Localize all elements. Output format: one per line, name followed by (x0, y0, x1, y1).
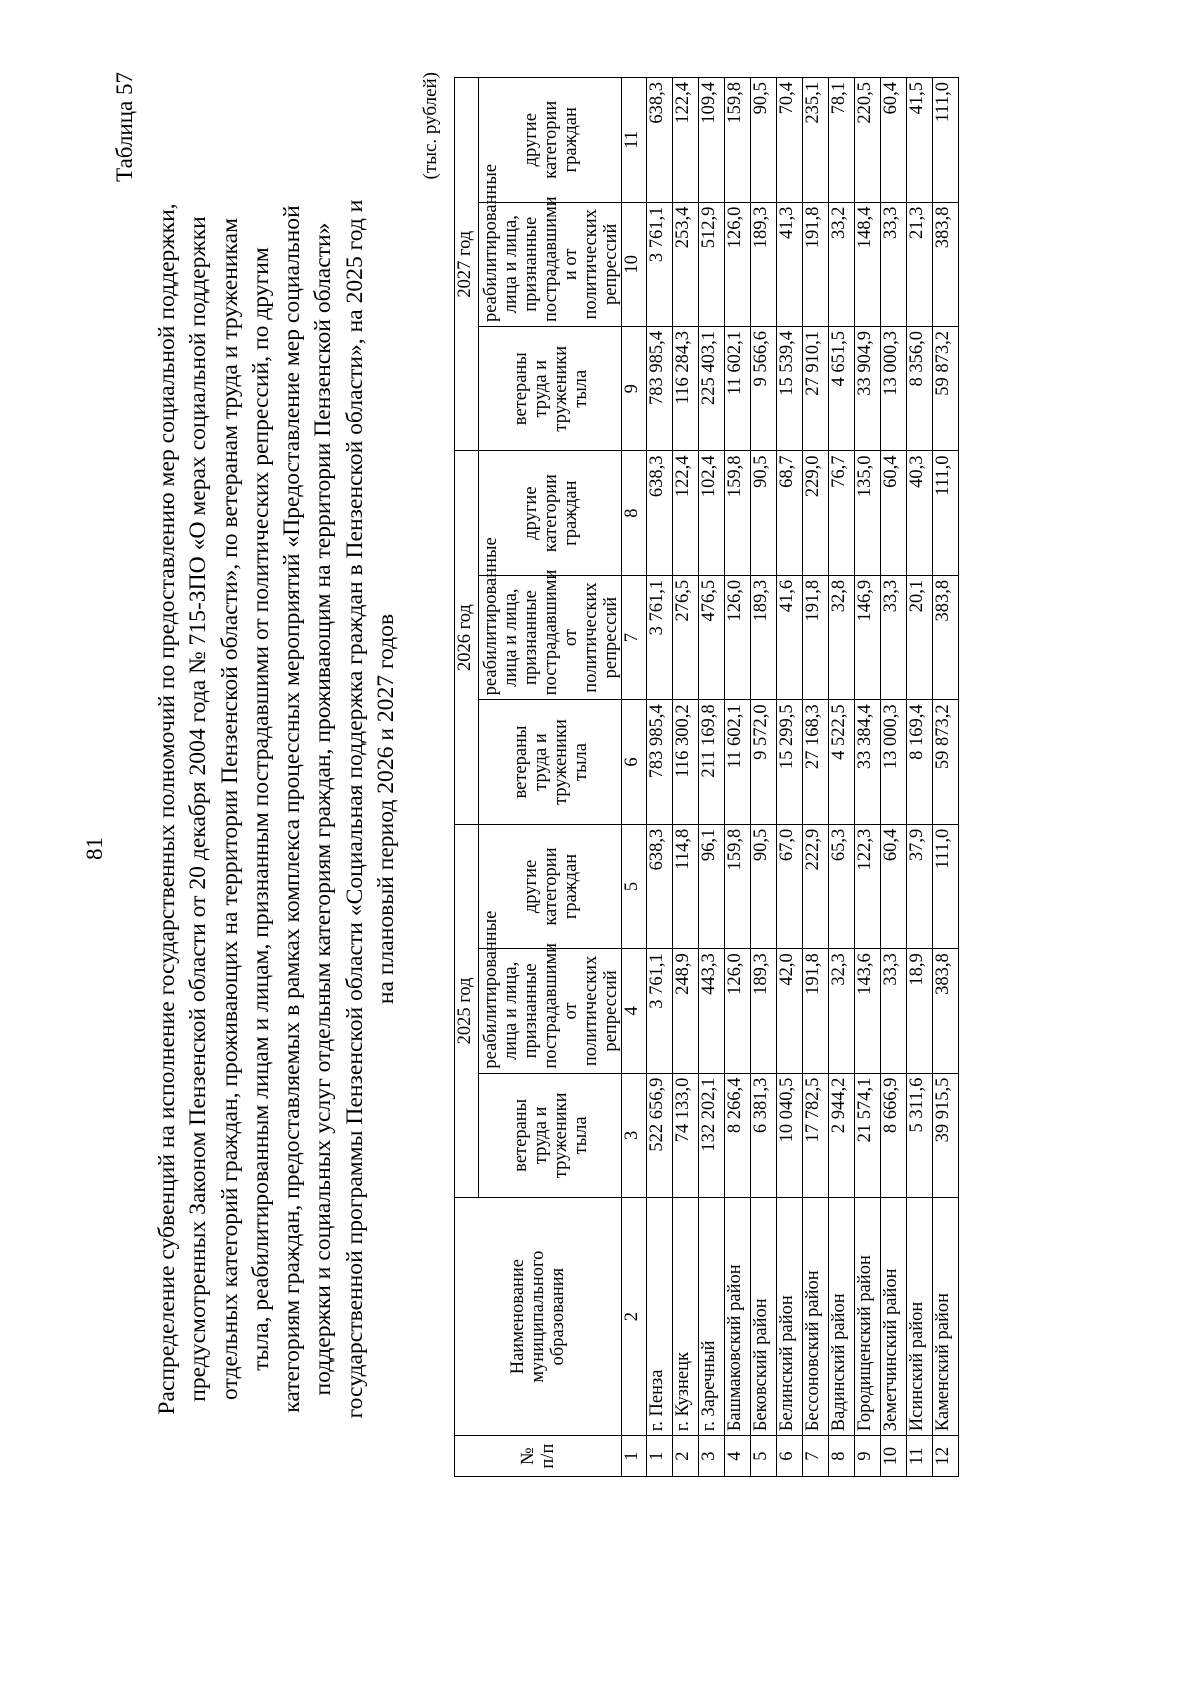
value-cell: 235,1 (803, 78, 829, 203)
value-cell: 41,5 (907, 78, 933, 203)
value-cell: 90,5 (751, 824, 777, 948)
value-cell: 220,5 (855, 78, 881, 203)
column-number: 3 (622, 1073, 647, 1197)
column-number: 11 (622, 78, 647, 203)
value-cell: 9 572,0 (751, 700, 777, 824)
title-line: государственной программы Пензенской области «Социальная поддержка граждан в Пензенской области», на 2025 год и (341, 199, 368, 1419)
municipality-name: Исинский район (907, 1198, 933, 1436)
row-number: 10 (881, 1436, 907, 1477)
value-cell: 783 985,4 (647, 700, 673, 824)
value-cell: 253,4 (673, 202, 699, 326)
municipality-name: Вадинский район (829, 1198, 855, 1436)
value-cell: 189,3 (751, 949, 777, 1073)
column-number: 1 (622, 1436, 647, 1477)
table-row (699, 78, 725, 1477)
title-line: Распределение субвенций на исполнение государственных полномочий по предоставлению мер социальной поддержки, (154, 203, 180, 1415)
title-line: поддержки и социальных услуг отдельным категориям граждан, проживающим на территории Пензенской области» (310, 222, 337, 1396)
value-cell: 8 356,0 (907, 327, 933, 451)
header-veterans: ветераны труда и труженики тыла (479, 700, 622, 824)
municipality-name: Городищенский район (855, 1198, 881, 1436)
value-cell: 248,9 (673, 949, 699, 1073)
value-cell: 383,8 (933, 949, 959, 1073)
value-cell: 8 169,4 (907, 700, 933, 824)
value-cell: 191,8 (803, 575, 829, 699)
value-cell: 211 169,8 (699, 700, 725, 824)
value-cell: 33,3 (881, 202, 907, 326)
value-cell: 60,4 (881, 78, 907, 203)
value-cell: 33 904,9 (855, 327, 881, 451)
value-cell: 109,4 (699, 78, 725, 203)
value-cell: 4 651,5 (829, 327, 855, 451)
value-cell: 3 761,1 (647, 202, 673, 326)
value-cell: 78,1 (829, 78, 855, 203)
value-cell: 17 782,5 (803, 1073, 829, 1197)
table-row (803, 78, 829, 1477)
units-label: (тыс. рублей) (420, 72, 441, 180)
value-cell: 59 873,2 (933, 327, 959, 451)
table-row (907, 78, 933, 1477)
header-year-2025: 2025 год (455, 824, 479, 1197)
value-cell: 189,3 (751, 202, 777, 326)
value-cell: 5 311,6 (907, 1073, 933, 1197)
subsidy-table (454, 77, 959, 1477)
table-row (881, 78, 907, 1477)
column-number: 10 (622, 202, 647, 326)
column-number: 4 (622, 949, 647, 1073)
value-cell: 42,0 (777, 949, 803, 1073)
value-cell: 116 300,2 (673, 700, 699, 824)
value-cell: 159,8 (725, 451, 751, 575)
value-cell: 11 602,1 (725, 700, 751, 824)
value-cell: 15 539,4 (777, 327, 803, 451)
value-cell: 126,0 (725, 949, 751, 1073)
municipality-name: Бековский район (751, 1198, 777, 1436)
row-number: 1 (647, 1436, 673, 1477)
value-cell: 111,0 (933, 78, 959, 203)
value-cell: 126,0 (725, 202, 751, 326)
value-cell: 522 656,9 (647, 1073, 673, 1197)
value-cell: 13 000,3 (881, 700, 907, 824)
value-cell: 59 873,2 (933, 700, 959, 824)
value-cell: 276,5 (673, 575, 699, 699)
value-cell: 111,0 (933, 824, 959, 948)
value-cell: 33,3 (881, 949, 907, 1073)
column-number: 2 (622, 1198, 647, 1436)
value-cell: 32,8 (829, 575, 855, 699)
page-number: 81 (82, 837, 107, 860)
header-rehab: реабилитированные лица и лица, признанные пострадавшими от политических репрессий (479, 575, 622, 699)
value-cell: 148,4 (855, 202, 881, 326)
table-row (829, 78, 855, 1477)
row-number: 6 (777, 1436, 803, 1477)
value-cell: 2 944,2 (829, 1073, 855, 1197)
value-cell: 9 566,6 (751, 327, 777, 451)
value-cell: 13 000,3 (881, 327, 907, 451)
value-cell: 65,3 (829, 824, 855, 948)
value-cell: 122,4 (673, 78, 699, 203)
value-cell: 116 284,3 (673, 327, 699, 451)
value-cell: 60,4 (881, 824, 907, 948)
table-row (725, 78, 751, 1477)
value-cell: 638,3 (647, 824, 673, 948)
value-cell: 191,8 (803, 202, 829, 326)
municipality-name: Бессоновский район (803, 1198, 829, 1436)
title-line: категориям граждан, предоставляемых в рамках комплекса процессных мероприятий «Предоставление мер социальной (279, 205, 306, 1413)
row-number: 9 (855, 1436, 881, 1477)
header-municipality: Наименование муниципального образования (455, 1198, 622, 1436)
column-number: 8 (622, 451, 647, 575)
value-cell: 476,5 (699, 575, 725, 699)
table-title (152, 179, 402, 1439)
value-cell: 74 133,0 (673, 1073, 699, 1197)
value-cell: 189,3 (751, 575, 777, 699)
row-number: 2 (673, 1436, 699, 1477)
value-cell: 33,3 (881, 575, 907, 699)
table-row (751, 78, 777, 1477)
value-cell: 76,7 (829, 451, 855, 575)
table-row (777, 78, 803, 1477)
municipality-name: Земетчинский район (881, 1198, 907, 1436)
value-cell: 783 985,4 (647, 327, 673, 451)
value-cell: 41,3 (777, 202, 803, 326)
column-number: 9 (622, 327, 647, 451)
value-cell: 122,4 (673, 451, 699, 575)
row-number: 7 (803, 1436, 829, 1477)
municipality-name: г. Заречный (699, 1198, 725, 1436)
header-year-2026: 2026 год (455, 451, 479, 824)
header-other: другие категории граждан (479, 824, 622, 948)
value-cell: 222,9 (803, 824, 829, 948)
value-cell: 159,8 (725, 824, 751, 948)
value-cell: 512,9 (699, 202, 725, 326)
value-cell: 6 381,3 (751, 1073, 777, 1197)
column-number: 6 (622, 700, 647, 824)
value-cell: 20,1 (907, 575, 933, 699)
value-cell: 67,0 (777, 824, 803, 948)
value-cell: 68,7 (777, 451, 803, 575)
value-cell: 60,4 (881, 451, 907, 575)
header-rehab: реабилитированные лица и лица, признанные пострадавшими от политических репрессий (479, 949, 622, 1073)
row-number: 3 (699, 1436, 725, 1477)
value-cell: 3 761,1 (647, 575, 673, 699)
value-cell: 41,6 (777, 575, 803, 699)
value-cell: 122,3 (855, 824, 881, 948)
value-cell: 114,8 (673, 824, 699, 948)
header-veterans: ветераны труда и труженики тыла (479, 1073, 622, 1197)
column-number: 5 (622, 824, 647, 948)
row-number: 11 (907, 1436, 933, 1477)
value-cell: 225 403,1 (699, 327, 725, 451)
value-cell: 102,4 (699, 451, 725, 575)
table-row (933, 78, 959, 1477)
value-cell: 383,8 (933, 575, 959, 699)
value-cell: 3 761,1 (647, 949, 673, 1073)
municipality-name: Башмаковский район (725, 1198, 751, 1436)
header-other: другие категории граждан (479, 451, 622, 575)
value-cell: 4 522,5 (829, 700, 855, 824)
value-cell: 229,0 (803, 451, 829, 575)
header-number: № п/п (455, 1436, 622, 1477)
header-other: другие категории граждан (479, 78, 622, 203)
value-cell: 18,9 (907, 949, 933, 1073)
title-line: отдельных категорий граждан, проживающих на территории Пензенской области», по ветеранам труда и труженикам (216, 217, 243, 1401)
value-cell: 21 574,1 (855, 1073, 881, 1197)
municipality-name: г. Пенза (647, 1198, 673, 1436)
municipality-name: г. Кузнецк (673, 1198, 699, 1436)
value-cell: 39 915,5 (933, 1073, 959, 1197)
table-body (647, 78, 959, 1477)
header-year-2027: 2027 год (455, 78, 479, 451)
table-row (673, 78, 699, 1477)
value-cell: 638,3 (647, 451, 673, 575)
municipality-name: Каменский район (933, 1198, 959, 1436)
value-cell: 146,9 (855, 575, 881, 699)
value-cell: 8 266,4 (725, 1073, 751, 1197)
title-line: тыла, реабилитированным лицам и лицам, признанным пострадавшими от политических репрессий, по другим (247, 247, 274, 1371)
value-cell: 32,3 (829, 949, 855, 1073)
value-cell: 143,6 (855, 949, 881, 1073)
value-cell: 33,2 (829, 202, 855, 326)
value-cell: 443,3 (699, 949, 725, 1073)
row-number: 12 (933, 1436, 959, 1477)
column-number-row (622, 78, 647, 1477)
column-number: 7 (622, 575, 647, 699)
table-row (647, 78, 673, 1477)
header-rehab: реабилитированные лица и лица, признанные пострадавшими и от политических репрессий (479, 202, 622, 326)
municipality-name: Белинский район (777, 1198, 803, 1436)
header-veterans: ветераны труда и труженики тыла (479, 327, 622, 451)
value-cell: 90,5 (751, 451, 777, 575)
value-cell: 37,9 (907, 824, 933, 948)
row-number: 5 (751, 1436, 777, 1477)
value-cell: 33 384,4 (855, 700, 881, 824)
value-cell: 132 202,1 (699, 1073, 725, 1197)
value-cell: 126,0 (725, 575, 751, 699)
value-cell: 111,0 (933, 451, 959, 575)
value-cell: 21,3 (907, 202, 933, 326)
value-cell: 159,8 (725, 78, 751, 203)
value-cell: 27 910,1 (803, 327, 829, 451)
value-cell: 90,5 (751, 78, 777, 203)
value-cell: 8 666,9 (881, 1073, 907, 1197)
value-cell: 191,8 (803, 949, 829, 1073)
value-cell: 383,8 (933, 202, 959, 326)
value-cell: 638,3 (647, 78, 673, 203)
value-cell: 96,1 (699, 824, 725, 948)
value-cell: 135,0 (855, 451, 881, 575)
value-cell: 27 168,3 (803, 700, 829, 824)
row-number: 4 (725, 1436, 751, 1477)
title-line: на плановый период 2026 и 2027 годов (373, 613, 400, 1005)
value-cell: 10 040,5 (777, 1073, 803, 1197)
value-cell: 40,3 (907, 451, 933, 575)
value-cell: 70,4 (777, 78, 803, 203)
title-line: предусмотренных Законом Пензенской области от 20 декабря 2004 года № 715-ЗПО «О мерах социальной поддержки (185, 216, 212, 1402)
value-cell: 11 602,1 (725, 327, 751, 451)
table-number: Таблица 57 (112, 72, 137, 182)
value-cell: 15 299,5 (777, 700, 803, 824)
table-row (855, 78, 881, 1477)
row-number: 8 (829, 1436, 855, 1477)
